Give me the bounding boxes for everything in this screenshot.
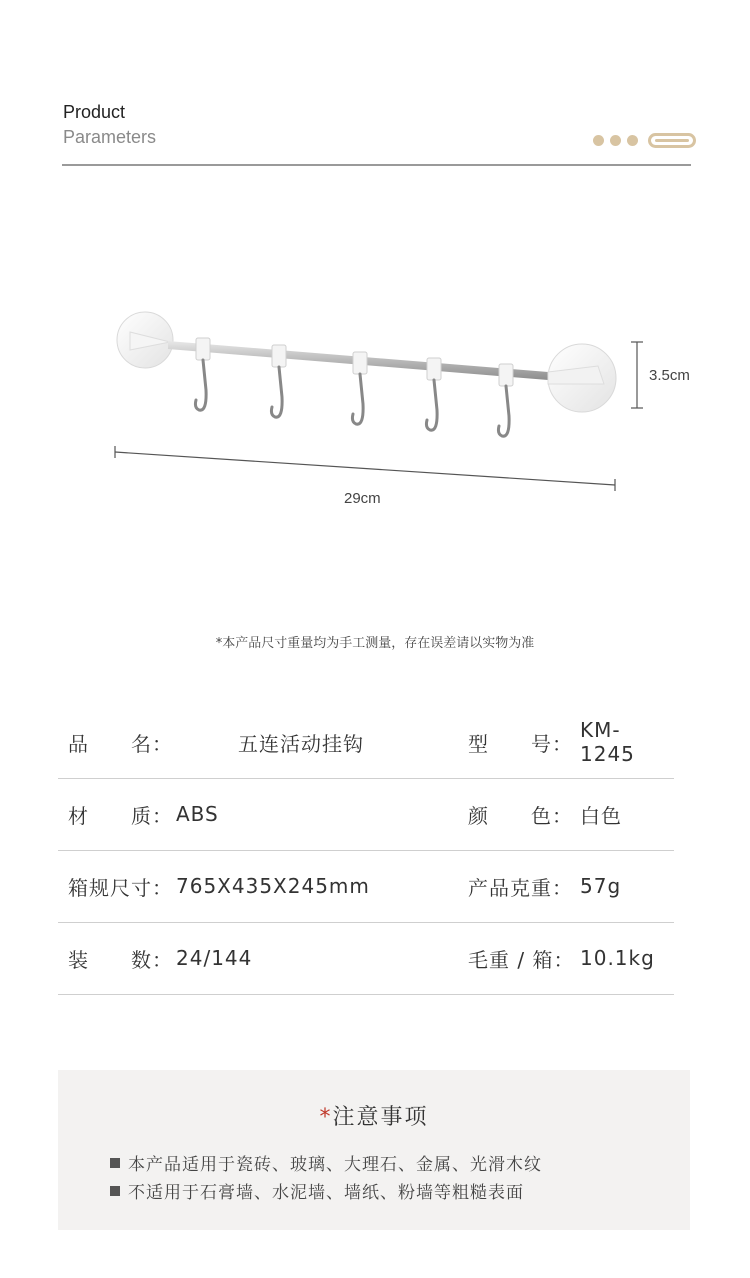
spec-row — [58, 706, 674, 779]
spec-label: 箱规尺寸： — [68, 875, 173, 900]
width-label: 29cm — [344, 490, 381, 507]
decor-dot — [593, 135, 604, 146]
spec-label: 品 名： — [68, 731, 173, 756]
header-decoration — [593, 133, 696, 148]
height-dimension-line — [631, 342, 643, 408]
spec-value: 57g — [580, 874, 622, 898]
spec-label: 毛重 / 箱： — [468, 947, 575, 972]
header-divider — [62, 164, 691, 166]
decor-dot — [610, 135, 621, 146]
spec-value: 白色 — [580, 803, 622, 828]
decor-dot — [627, 135, 638, 146]
spec-value: 五连活动挂钩 — [238, 731, 364, 756]
measurement-note: *本产品尺寸重量均为手工测量，存在误差请以实物为准 — [215, 636, 535, 651]
notice-item — [110, 1150, 542, 1175]
spec-label: 型 号： — [468, 731, 573, 756]
bullet-square-icon — [110, 1186, 120, 1196]
spec-value: 10.1kg — [580, 946, 655, 970]
bullet-square-icon — [110, 1158, 120, 1168]
decor-pill — [648, 133, 696, 148]
header-subtitle: Parameters — [63, 127, 157, 147]
notice-item — [110, 1178, 524, 1203]
notice-box — [58, 1070, 690, 1230]
spec-value: ABS — [176, 802, 219, 826]
spec-row — [58, 922, 674, 995]
hook — [271, 345, 286, 417]
header-title: Product — [63, 102, 126, 122]
height-label: 3.5cm — [649, 367, 690, 384]
notice-title — [58, 1100, 690, 1131]
product-image — [0, 300, 750, 500]
notice-title-text: 注意事项 — [332, 1105, 429, 1130]
spec-label: 材 质： — [68, 803, 173, 828]
spec-row — [58, 850, 674, 923]
spec-label: 装 数： — [68, 947, 173, 972]
width-dimension-line — [115, 446, 615, 491]
hook — [426, 358, 441, 430]
spec-label: 颜 色： — [468, 803, 573, 828]
spec-row — [58, 778, 674, 851]
notice-star: * — [319, 1105, 333, 1130]
hook — [352, 352, 367, 424]
spec-label: 产品克重： — [468, 875, 573, 900]
hook — [498, 364, 513, 436]
spec-value: 24/144 — [176, 946, 253, 970]
notice-item-text: 本产品适用于瓷砖、玻璃、大理石、金属、光滑木纹 — [128, 1155, 542, 1175]
spec-value: KM-1245 — [580, 718, 635, 766]
spec-value: 765X435X245mm — [176, 874, 370, 898]
hook — [195, 338, 210, 410]
notice-item-text: 不适用于石膏墙、水泥墙、墙纸、粉墙等粗糙表面 — [128, 1183, 524, 1203]
